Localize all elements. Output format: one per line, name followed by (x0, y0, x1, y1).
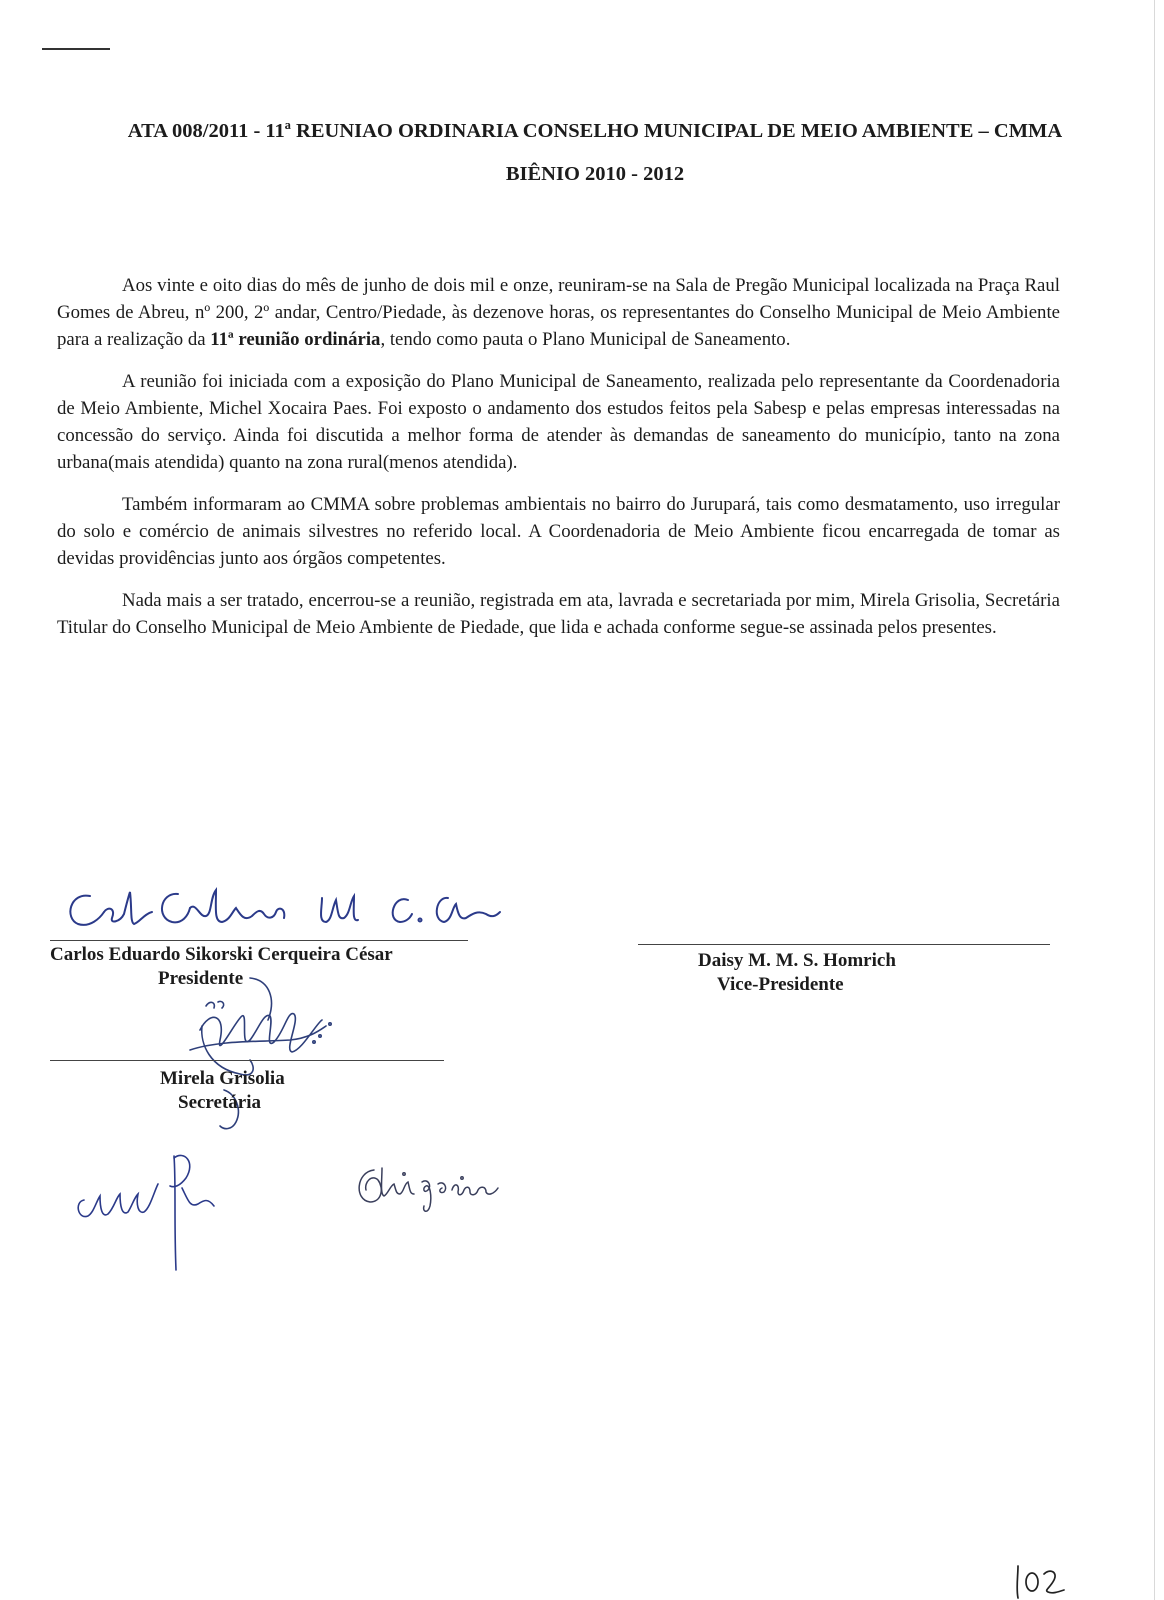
minutes-body (57, 272, 1060, 656)
president-signature (60, 878, 500, 938)
member-signature-2 (352, 1160, 528, 1220)
president-name: Carlos Eduardo Sikorski Cerqueira César (50, 944, 393, 965)
vice-president-name: Daisy M. M. S. Homrich (698, 950, 896, 971)
document-subtitle: BIÊNIO 2010 - 2012 (505, 163, 685, 185)
paragraph-4: Nada mais a ser tratado, encerrou-se a reunião, registrada em ata, lavrada e secretariada por mim, Mirela Grisolia, Secretária Titular do Conselho Municipal de Meio Ambiente de Piedade, que lida e achada conforme segue-se assinada pelos presentes. (57, 590, 1060, 638)
secretary-name: Mirela Grisolia (160, 1068, 285, 1089)
paragraph-3: Também informaram ao CMMA sobre problemas ambientais no bairro do Jurupará, tais como desmatamento, uso irregular do solo e comércio de animais silvestres no referido local. A Coordenadoria de Meio Ambiente ficou encarregada de tomar as devidas providências junto aos órgãos competentes. (57, 494, 1060, 569)
president-role: Presidente (158, 968, 244, 989)
member-signature-1 (70, 1142, 230, 1272)
secretary-signature-line (50, 1060, 444, 1061)
paragraph-2: A reunião foi iniciada com a exposição do Plano Municipal de Saneamento, realizada pelo representante da Coordenadoria de Meio Ambiente, Michel Xocaira Paes. Foi exposto o andamento dos estudos feitos pela Sabesp e pelas empresas interessadas na concessão do serviço. Ainda foi discutida a melhor forma de atender às demandas de saneamento do município, tanto na zona urbana(mais atendida) quanto na zona rural(menos atendida). (57, 371, 1060, 473)
vice-president-role: Vice-Presidente (717, 974, 844, 995)
scan-edge (1154, 0, 1155, 1600)
meeting-number: 11ª reunião ordinária (210, 329, 381, 350)
vice-president-signature-line (638, 944, 1050, 945)
paragraph-1: Aos vinte e oito dias do mês de junho de dois mil e onze, reuniram-se na Sala de Pregão Municipal localizada na Praça Raul Gomes de Abreu, nº 200, 2º andar, Centro/Piedade, às dezenove horas, os representantes do Conselho Municipal de Meio Ambiente para a realização da 11ª reunião ordinária, tendo como pauta o Plano Municipal de Saneamento. (57, 275, 1060, 350)
secretary-role: Secretária (178, 1092, 261, 1113)
document-title: ATA 008/2011 - 11ª REUNIAO ORDINARIA CONSELHO MUNICIPAL DE MEIO AMBIENTE – CMMA (127, 120, 1063, 142)
page-number-handwritten (1012, 1560, 1072, 1600)
president-signature-line (50, 940, 468, 941)
secretary-signature (180, 970, 340, 1140)
corner-mark (42, 48, 110, 50)
